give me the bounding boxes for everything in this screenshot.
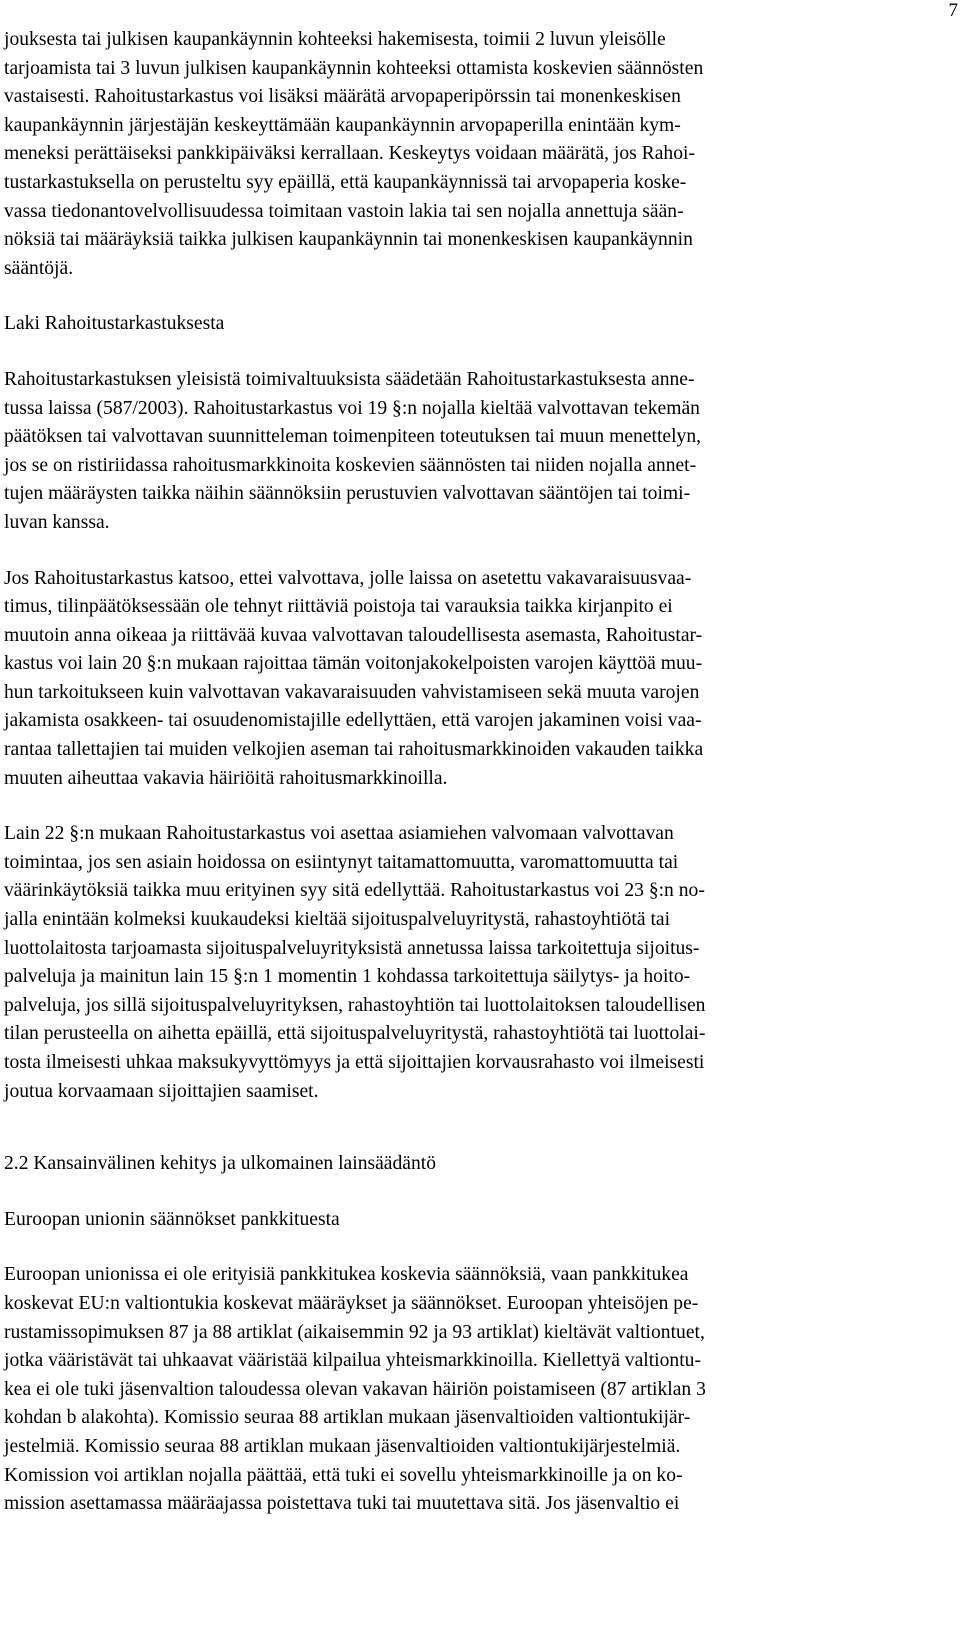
text-line: tarjoamista tai 3 luvun julkisen kaupankäynnin kohteeksi ottamista koskevien säännösten <box>4 57 704 79</box>
text-line: palveluja, jos sillä sijoituspalveluyrityksen, rahastoyhtiön tai luottolaitoksen taloudellisen <box>4 994 706 1016</box>
text-line: tilan perusteella on aihetta epäillä, että sijoituspalveluyritystä, rahastoyhtiötä tai luottolai- <box>4 1023 706 1045</box>
text-line: rustamissopimuksen 87 ja 88 artiklat (aikaisemmin 92 ja 93 artiklat) kieltävät valtiontuet, <box>4 1321 705 1343</box>
section-heading-laki-rahoitustarkastuksesta <box>4 310 954 339</box>
text-line: palveluja ja mainitun lain 15 §:n 1 momentin 1 kohdassa tarkoitettuja säilytys- ja hoito- <box>4 966 691 988</box>
text-line: Jos Rahoitustarkastus katsoo, ettei valvottava, jolle laissa on asetettu vakavaraisuusvaa- <box>4 567 692 589</box>
heading-text: 2.2 Kansainvälinen kehitys ja ulkomainen lainsäädäntö <box>4 1153 437 1175</box>
page-number: 7 <box>948 0 958 21</box>
text-line: muuten aiheuttaa vakavia häiriöitä rahoitusmarkkinoilla. <box>4 767 448 789</box>
text-line: Euroopan unionissa ei ole erityisiä pankkitukea koskevia säännöksiä, vaan pankkitukea <box>4 1264 689 1286</box>
text-line: vassa tiedonantovelvollisuudessa toimitaan vastoin lakia tai sen nojalla annettuja sään- <box>4 200 684 222</box>
text-line: tosta ilmeisesti uhkaa maksukyvyttömyys ja että sijoittajien korvausrahasto voi ilmeisesti <box>4 1052 705 1073</box>
paragraph-eu-state-aid <box>4 1261 954 1518</box>
section-heading-2-2 <box>4 1150 954 1179</box>
text-line: toimintaa, jos sen asiain hoidossa on esiintynyt taitamattomuutta, varomattomuutta tai <box>4 851 679 873</box>
text-line: rantaa tallettajien tai muiden velkojien aseman tai rahoitusmarkkinoiden vakauden taikka <box>4 739 704 761</box>
text-line: timus, tilinpäätöksessään ole tehnyt riittäviä poistoja tai varauksia taikka kirjanpito ei <box>4 596 673 618</box>
text-line: Rahoitustarkastuksen yleisistä toimivaltuuksista säädetään Rahoitustarkastuksesta anne- <box>4 368 695 390</box>
text-line: kea ei ole tuki jäsenvaltion taloudessa olevan vakavan häiriön poistamiseen (87 artiklan 3 <box>4 1378 706 1400</box>
text-line: sääntöjä. <box>4 257 74 279</box>
text-line: tujen määräysten taikka näihin säännöksiin perustuvien valvottavan sääntöjen tai toimi- <box>4 483 691 505</box>
text-line: vastaisesti. Rahoitustarkastus voi lisäksi määrätä arvopaperipörssin tai monenkeskisen <box>4 86 681 108</box>
text-line: päätöksen tai valvottavan suunnitteleman toimenpiteen toteutuksen tai muun menettelyn, <box>4 426 702 448</box>
text-line: mission asettamassa määräajassa poistettava tuki tai muutettava sitä. Jos jäsenvaltio ei <box>4 1493 680 1515</box>
text-line: luottolaitosta tarjoamasta sijoituspalveluyrityksistä annetussa laissa tarkoitettuja sijoitus- <box>4 937 700 959</box>
text-line: jouksesta tai julkisen kaupankäynnin kohteeksi hakemisesta, toimii 2 luvun yleisölle <box>4 29 666 50</box>
text-line: tussa laissa (587/2003). Rahoitustarkastus voi 19 §:n nojalla kieltää valvottavan tekemän <box>4 397 700 419</box>
text-line: hun tarkoitukseen kuin valvottavan vakavaraisuuden vahvistamiseen sekä muuta varojen <box>4 681 700 703</box>
document-page <box>4 26 954 1546</box>
paragraph-agent-appointment <box>4 820 954 1106</box>
text-line: tustarkastuksella on perusteltu syy epäillä, että kaupankäynnissä tai arvopaperia koske- <box>4 171 687 193</box>
text-line: kaupankäynnin järjestäjän keskeyttämään kaupankäynnin arvopaperilla enintään kym- <box>4 114 681 136</box>
text-line: nöksiä tai määräyksiä taikka julkisen kaupankäynnin tai monenkeskisen kaupankäynnin <box>4 229 693 251</box>
paragraph-capital-adequacy <box>4 565 954 794</box>
text-line: luvan kanssa. <box>4 511 110 533</box>
text-line: jakamista osakkeen- tai osuudenomistajille edellyttäen, että varojen jakaminen voisi vaa- <box>4 710 702 732</box>
text-line: väärinkäytöksiä taikka muu erityinen syy sitä edellyttää. Rahoitustarkastus voi 23 §:n no- <box>4 880 705 902</box>
heading-text: Laki Rahoitustarkastuksesta <box>4 313 225 335</box>
text-line: koskevat EU:n valtiontukia koskevat määräykset ja säännökset. Euroopan yhteisöjen pe- <box>4 1292 699 1314</box>
paragraph-general-powers <box>4 366 954 538</box>
text-line: jestelmiä. Komissio seuraa 88 artiklan mukaan jäsenvaltioiden valtiontukijärjestelmiä. <box>4 1435 681 1457</box>
text-line: joutua korvaamaan sijoittajien saamiset. <box>4 1080 319 1102</box>
text-line: muutoin anna oikeaa ja riittävää kuvaa valvottavan taloudellisesta asemasta, Rahoitustar- <box>4 624 703 646</box>
text-line: Lain 22 §:n mukaan Rahoitustarkastus voi asettaa asiamiehen valvomaan valvottavan <box>4 823 674 845</box>
heading-text: Euroopan unionin säännökset pankkituesta <box>4 1208 340 1230</box>
text-line: kohdan b alakohta). Komissio seuraa 88 artiklan mukaan jäsenvaltioiden valtiontukijär- <box>4 1407 691 1429</box>
section-heading-eu-bank-support <box>4 1206 954 1235</box>
text-line: meneksi perättäiseksi pankkipäiväksi kerrallaan. Keskeytys voidaan määrätä, jos Rahoi- <box>4 143 695 165</box>
text-line: Komission voi artiklan nojalla päättää, että tuki ei sovellu yhteismarkkinoille ja on ko- <box>4 1464 683 1486</box>
text-line: kastus voi lain 20 §:n mukaan rajoittaa tämän voitonjakokelpoisten varojen käyttöä muu- <box>4 653 703 675</box>
text-line: jotka vääristävät tai uhkaavat vääristää kilpailua yhteismarkkinoilla. Kiellettyä valtiontu- <box>4 1350 701 1372</box>
text-line: jalla enintään kolmeksi kuukaudeksi kieltää sijoituspalveluyritystä, rahastoyhtiötä tai <box>4 909 671 931</box>
text-line: jos se on ristiriidassa rahoitusmarkkinoita koskevien säännösten tai niiden nojalla annet- <box>4 454 697 476</box>
paragraph-market-suspension <box>4 26 954 283</box>
